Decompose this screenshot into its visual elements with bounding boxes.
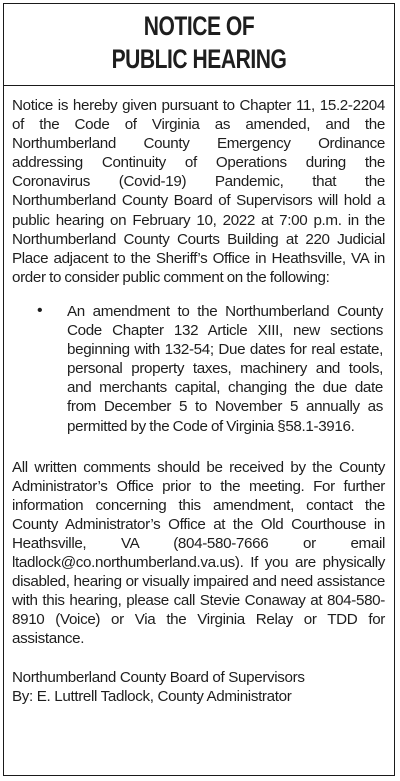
signature-organization: Northumberland County Board of Supervisors: [12, 668, 305, 686]
title-line-2: PUBLIC HEARING: [111, 44, 287, 74]
signature-block: [12, 668, 385, 706]
bullet-text: An amendment to the Northumberland County Code Chapter 132 Article XIII, new sections beginning with 132-54; Due dates for real estate, personal property taxes, machinery and tools, and merchants capital, changing the due date from December 5 to November 5 annually as permitted by the Code of Virginia §58.1-3916.: [67, 302, 383, 435]
notice-paragraph-comments: All written comments should be received by the County Administrator’s Office prior to the meeting. For further information concerning this amendment, contact the County Administrator’s Office at the Old Courthouse in Heathsville, VA (804-580-7666 or email ltadlock@co.northumberland.va.us). If you are physically disabled, hearing or visually impaired and need assistance with this hearing, please call Stevie Conaway at 804-580-8910 (Voice) or Via the Virginia Relay or TDD for assistance.: [12, 458, 385, 648]
bullet-item: [12, 302, 385, 436]
public-notice: [3, 3, 395, 776]
notice-header: [4, 4, 394, 86]
title-line-1: NOTICE OF: [143, 11, 255, 41]
notice-body: [4, 86, 394, 706]
bullet-icon: •: [37, 301, 43, 319]
bullet-list: [12, 302, 385, 436]
signature-administrator: By: E. Luttrell Tadlock, County Administrator: [12, 687, 292, 705]
notice-paragraph-intro: Notice is hereby given pursuant to Chapter 11, 15.2-2204 of the Code of Virginia as amended, and the Northumberland County Emergency Ordinance addressing Continuity of Operations during the Coronavirus (Covid-19) Pandemic, that the Northumberland County Board of Supervisors will hold a public hearing on February 10, 2022 at 7:00 p.m. in the Northumberland County Courts Building at 220 Judicial Place adjacent to the Sheriff’s Office in Heathsville, VA in order to consider public comment on the following:: [12, 97, 385, 286]
